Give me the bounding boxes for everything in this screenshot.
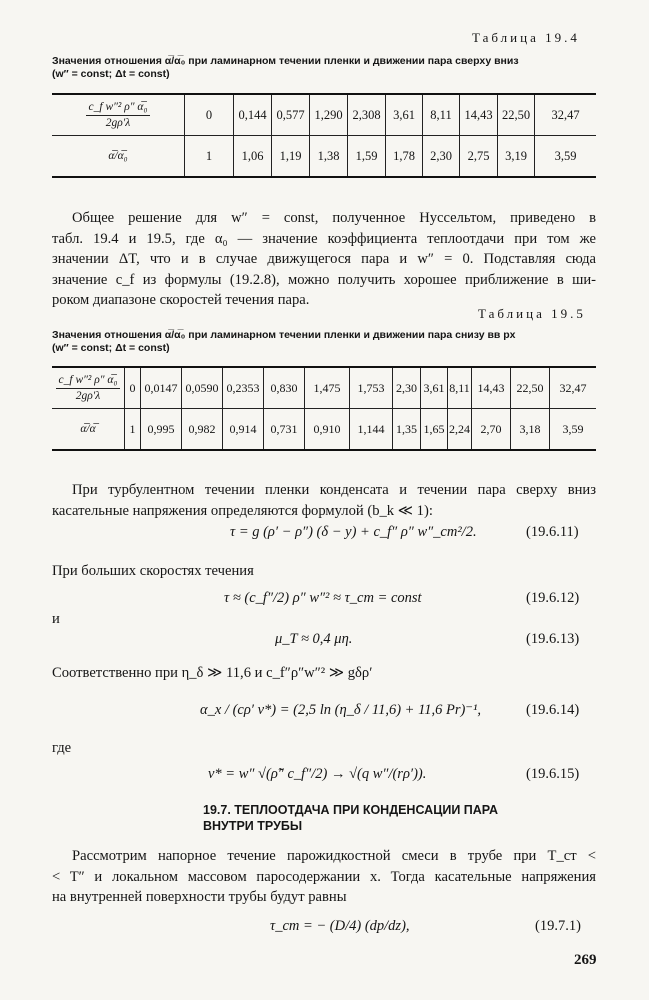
table-19-5-cell: 1,144 — [350, 409, 393, 451]
table-19-5-caption: Таблица 19.5 — [478, 306, 586, 321]
table-19-5-header-numerator: c_f w″² ρ″ α̅₀ — [56, 373, 121, 389]
table-19-4-row-label: α̅/α̅₀ — [52, 136, 185, 178]
table-19-4-cell: 0 — [185, 94, 234, 136]
text-line: Рассмотрим напорное течение парожидкостной смеси в трубе при T_ст < — [72, 848, 596, 864]
table-19-5-cell: 0,914 — [223, 409, 264, 451]
table-19-5-cell: 0,830 — [264, 367, 305, 409]
equation-number: (19.6.15) — [526, 766, 580, 782]
table-19-4-header-numerator: c_f w″² ρ″ α̅₀ — [86, 100, 151, 116]
table-19-5-cell: 3,18 — [511, 409, 550, 451]
table-19-4-cell: 2,308 — [348, 94, 386, 136]
table-19-4-cell: 1,290 — [310, 94, 348, 136]
equation-number: (19.6.13) — [526, 631, 580, 647]
table-19-5-cell: 1,35 — [393, 409, 421, 451]
equation-19-7-1: τ_ст = − (D/4) (dp/dz), — [270, 918, 410, 934]
paragraph-turbulent — [52, 480, 596, 521]
table-19-4-cell: 1,06 — [234, 136, 272, 178]
table-19-5-row-1 — [52, 367, 596, 409]
table-19-4-row-2 — [52, 136, 596, 178]
text-line: значение c_f из формулы (19.2.8), можно получить хорошее приближение в ши- — [52, 271, 596, 288]
table-19-4-cell: 32,47 — [535, 94, 597, 136]
table-19-5-cell: 8,11 — [448, 367, 472, 409]
table-19-5-cell: 0,0147 — [141, 367, 182, 409]
text-label: и — [52, 611, 60, 627]
table-19-5-cell: 14,43 — [472, 367, 511, 409]
text-line: на внутренней поверхности трубы будут равны — [52, 889, 347, 905]
table-19-4 — [52, 93, 596, 178]
table-19-5-cell: 2,70 — [472, 409, 511, 451]
table-19-4-description-line2: (w″ = const; Δt = const) — [52, 68, 170, 80]
paragraph-pressure-flow — [52, 846, 596, 908]
text-line: При турбулентном течении пленки конденсата и течении пара сверху вниз — [72, 482, 596, 498]
section-heading-line2: ВНУТРИ ТРУБЫ — [203, 819, 303, 833]
section-heading-line1: 19.7. ТЕПЛООТДАЧА ПРИ КОНДЕНСАЦИИ ПАРА — [203, 803, 499, 817]
table-19-5-cell: 1,753 — [350, 367, 393, 409]
equation-number: (19.7.1) — [535, 918, 581, 934]
table-19-5-header-cell — [52, 367, 125, 409]
table-19-5-header-fraction — [56, 373, 121, 404]
text-line: касательные напряжения определяются формулой (b_k ≪ 1): — [52, 502, 433, 519]
table-19-4-cell: 1,59 — [348, 136, 386, 178]
table-19-5-cell: 0,0590 — [182, 367, 223, 409]
table-19-5-cell: 3,61 — [421, 367, 448, 409]
table-19-5-cell: 0,995 — [141, 409, 182, 451]
table-19-5-cell: 1,475 — [305, 367, 350, 409]
table-19-4-header-cell — [52, 94, 185, 136]
table-19-4-cell: 2,30 — [423, 136, 460, 178]
table-19-4-cell: 0,577 — [272, 94, 310, 136]
text-label: Соответственно при η_δ ≫ 11,6 и c_f″ρ″w″² ≫ gδρ′ — [52, 665, 373, 681]
table-19-4-caption: Таблица 19.4 — [472, 30, 580, 45]
table-19-4-row-1 — [52, 94, 596, 136]
table-19-4-cell: 14,43 — [460, 94, 498, 136]
table-19-5-row-label: α̅/α̅ — [52, 409, 125, 451]
equation-number: (19.6.11) — [526, 524, 579, 540]
table-19-5-cell: 0,731 — [264, 409, 305, 451]
equation-19-6-15: v* = w″ √(ρ̃″ c_f″/2) → √(q w″/(rρ′)). — [208, 766, 427, 782]
equation-19-6-14: α_x / (cρ′ v*) = (2,5 ln (η_δ / 11,6) + 11,6 Pr)⁻¹, — [200, 702, 481, 718]
table-19-5-cell: 1 — [125, 409, 141, 451]
table-19-4-cell: 1,78 — [386, 136, 423, 178]
equation-19-6-13: μ_T ≈ 0,4 μη. — [275, 631, 353, 647]
table-19-4-description — [52, 55, 519, 81]
table-19-5-cell: 2,30 — [393, 367, 421, 409]
section-heading — [203, 802, 498, 834]
table-19-5-cell: 0,910 — [305, 409, 350, 451]
equation-19-6-12: τ ≈ (c_f″/2) ρ″ w″² ≈ τ_ст = const — [224, 590, 422, 606]
table-19-5-cell: 0,982 — [182, 409, 223, 451]
table-19-4-cell: 3,61 — [386, 94, 423, 136]
table-19-5-row-2 — [52, 409, 596, 451]
table-19-5-description — [52, 329, 515, 355]
equation-19-6-11: τ = g (ρ′ − ρ″) (δ − y) + c_f″ ρ″ w″_ст²/2. — [230, 524, 477, 540]
table-19-4-header-fraction — [86, 100, 151, 131]
text-line: значении ΔT, что и в случае движущегося пара и w″ = 0. Подставляя сюда — [52, 251, 596, 267]
table-19-5-cell: 0 — [125, 367, 141, 409]
table-19-4-header-denominator: 2gρ′λ — [105, 116, 131, 129]
page-number: 269 — [574, 952, 597, 968]
text-label: При больших скоростях течения — [52, 563, 254, 579]
table-19-5 — [52, 366, 596, 451]
table-19-4-cell: 3,59 — [535, 136, 597, 178]
table-19-5-cell: 3,59 — [550, 409, 597, 451]
table-19-4-cell: 0,144 — [234, 94, 272, 136]
table-19-5-description-line2: (w″ = const; Δt = const) — [52, 342, 170, 354]
paragraph-general-solution — [52, 208, 596, 311]
text-label: где — [52, 740, 72, 756]
table-19-5-cell: 0,2353 — [223, 367, 264, 409]
table-19-4-cell: 1,19 — [272, 136, 310, 178]
table-19-5-cell: 1,65 — [421, 409, 448, 451]
table-19-5-cell: 32,47 — [550, 367, 597, 409]
table-19-5-cell: 2,24 — [448, 409, 472, 451]
table-19-4-cell: 1,38 — [310, 136, 348, 178]
equation-number: (19.6.14) — [526, 702, 580, 718]
text-line: роком диапазоне скоростей течения пара. — [52, 292, 310, 308]
table-19-4-cell: 2,75 — [460, 136, 498, 178]
table-19-4-description-line1: Значения отношения α̅/α̅₀ при ламинарном течении пленки и движении пара сверху вниз — [52, 55, 519, 67]
equation-number: (19.6.12) — [526, 590, 580, 606]
text-line: < T″ и локальном массовом паросодержании x. Тогда касательные напряжения — [52, 868, 596, 885]
table-19-5-cell: 22,50 — [511, 367, 550, 409]
text-line: табл. 19.4 и 19.5, где α₀ — значение коэффициента теплоотдачи при том же — [52, 230, 596, 247]
table-19-4-cell: 22,50 — [498, 94, 535, 136]
table-19-4-cell: 3,19 — [498, 136, 535, 178]
table-19-4-cell: 8,11 — [423, 94, 460, 136]
table-19-5-description-line1: Значения отношения α̅/α̅₀ при ламинарном течении пленки и движении пара снизу вв рх — [52, 329, 516, 341]
table-19-4-cell: 1 — [185, 136, 234, 178]
table-19-5-header-denominator: 2gρ′λ — [75, 389, 101, 402]
text-line: Общее решение для w″ = const, полученное Нуссельтом, приведено в — [72, 210, 596, 226]
